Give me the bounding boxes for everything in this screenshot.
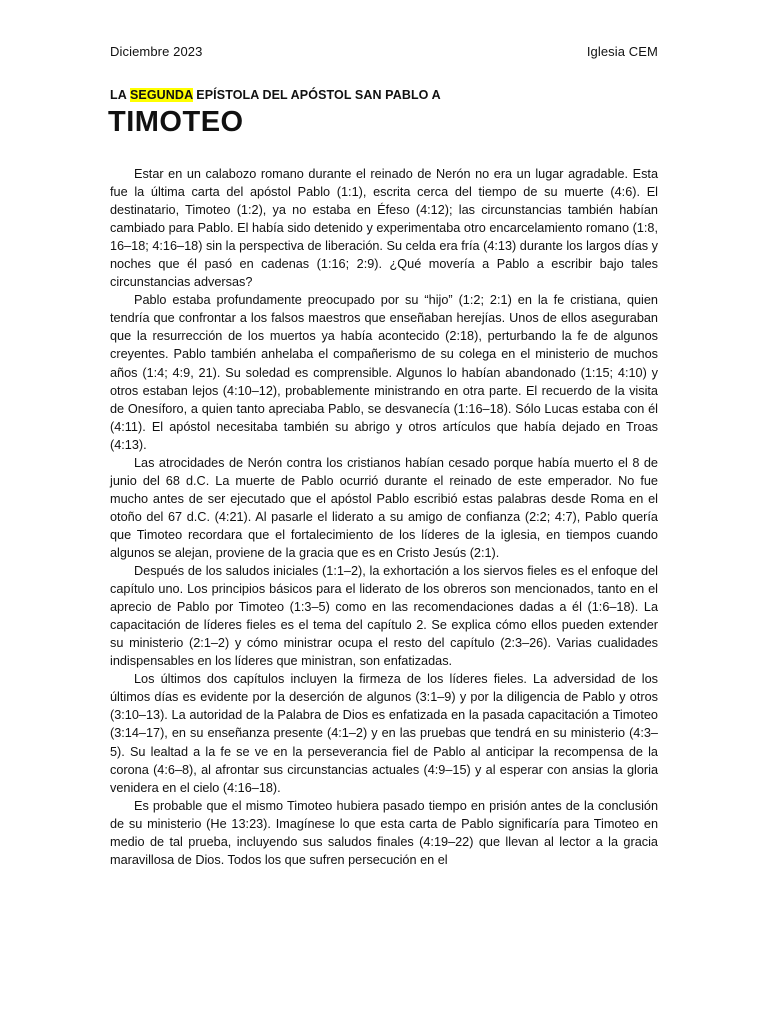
header-date: Diciembre 2023 xyxy=(110,44,203,59)
supertitle-suffix: EPÍSTOLA DEL APÓSTOL SAN PABLO A xyxy=(192,88,441,102)
body-paragraph: Los últimos dos capítulos incluyen la firmeza de los líderes fieles. La adversidad de los últimos días es evidente por la deserción de algunos (3:1–9) y por la diligencia de Pablo y otros (3:10–13). La autoridad de la Palabra de Dios es enfatizada en la pasada capacitación a Timoteo (3:14–17), en su enseñanza presente (4:1–2) y en las pruebas que tendrá en su ministerio (4:3–5). Su lealtad a la fe se ve en la perseverancia fiel de Pablo al anticipar la recompensa de la corona (4:6–8), al afrontar sus circunstancias actuales (4:9–15) y al esperar con ansias la gloria venidera en el cielo (4:16–18). xyxy=(110,672,658,795)
body-paragraph: Es probable que el mismo Timoteo hubiera pasado tiempo en prisión antes de la conclusión de su ministerio (He 13:23). Imagínese lo que esta carta de Pablo significaría para Timoteo en medio de tal prueba, incluyendo sus saludos finales (4:19–22) que llevan al lector a la gracia maravillosa de Dios. Todos los que sufren persecución en el xyxy=(110,798,658,867)
book-title: TIMOTEO xyxy=(108,106,244,138)
body-paragraph: Después de los saludos iniciales (1:1–2), la exhortación a los siervos fieles es el enfoque del capítulo uno. Los principios básicos para el liderato de los obreros son mencionados, tanto en el aprecio de Pablo por Timoteo (1:3–5) como en las recomendaciones dadas a él (1:6–18). La capacitación de líderes fieles es el tema del capítulo 2. Se explica cómo ellos pueden extender su ministerio (2:1–2) y cómo ministrar ocupa el resto del capítulo (2:3–26). Varias cualidades indispensables en los líderes que ministran, son enfatizadas. xyxy=(110,564,658,669)
supertitle-highlighted-word: SEGUNDA xyxy=(129,88,193,102)
body-paragraph: Estar en un calabozo romano durante el reinado de Nerón no era un lugar agradable. Esta fue la última carta del apóstol Pablo (1:1), escrita cerca del tiempo de su muerte (4:6). El destinatario, Timoteo (1:2), ya no estaba en Éfeso (4:12); las circunstancias también habían cambiado para Pablo. El había sido detenido y experimentaba otro encarcelamiento romano (1:8, 16–18; 4:16–18) sin la perspectiva de liberación. Su celda era fría (4:13) durante los largos días y noches que él pasó en cadenas (1:16; 2:9). ¿Qué movería a Pablo a escribir bajo tales circunstancias adversas? xyxy=(110,167,659,290)
book-supertitle xyxy=(110,88,441,102)
page-header xyxy=(110,44,658,59)
body-paragraph: Las atrocidades de Nerón contra los cristianos habían cesado porque había muerto el 8 de junio del 68 d.C. La muerte de Pablo ocurrió durante el reinado de este emperador. No fue mucho antes de ser ejecutado que el apóstol Pablo escribió estas palabras desde Roma en el otoño del 67 d.C. (4:21). Al pasarle el liderato a su amigo de confianza (2:2; 4:7), Pablo quería que Timoteo recordara que el fortalecimiento de los líderes de la iglesia, en tiempos cuando algunos se alejan, proviene de la gracia que es en Cristo Jesús (2:1). xyxy=(110,455,658,560)
header-organization: Iglesia CEM xyxy=(586,44,658,59)
document-body xyxy=(110,165,658,869)
body-paragraph: Pablo estaba profundamente preocupado por su “hijo” (1:2; 2:1) en la fe cristiana, quien tendría que confrontar a los falsos maestros que enseñaban herejías. Unos de ellos aseguraban que la resurrección de los muertos ya había acontecido (2:18), perturbando la fe de algunos creyentes. Pablo también anhelaba el compañerismo de su colega en el ministerio de muchos años (1:4; 4:9, 21). Su soledad es comprensible. Algunos lo habían abandonado (1:15; 4:10) y otros estaban lejos (4:10–12), probablemente ministrando en otra parte. El recuerdo de la visita de Onesíforo, a quien tanto apreciaba Pablo, se desvanecía (1:16–18). Sólo Lucas estaba con él (4:11). El apóstol necesitaba también su abrigo y otros artículos que había dejado en Troas (4:13). xyxy=(110,293,658,452)
supertitle-prefix: LA xyxy=(110,88,130,102)
